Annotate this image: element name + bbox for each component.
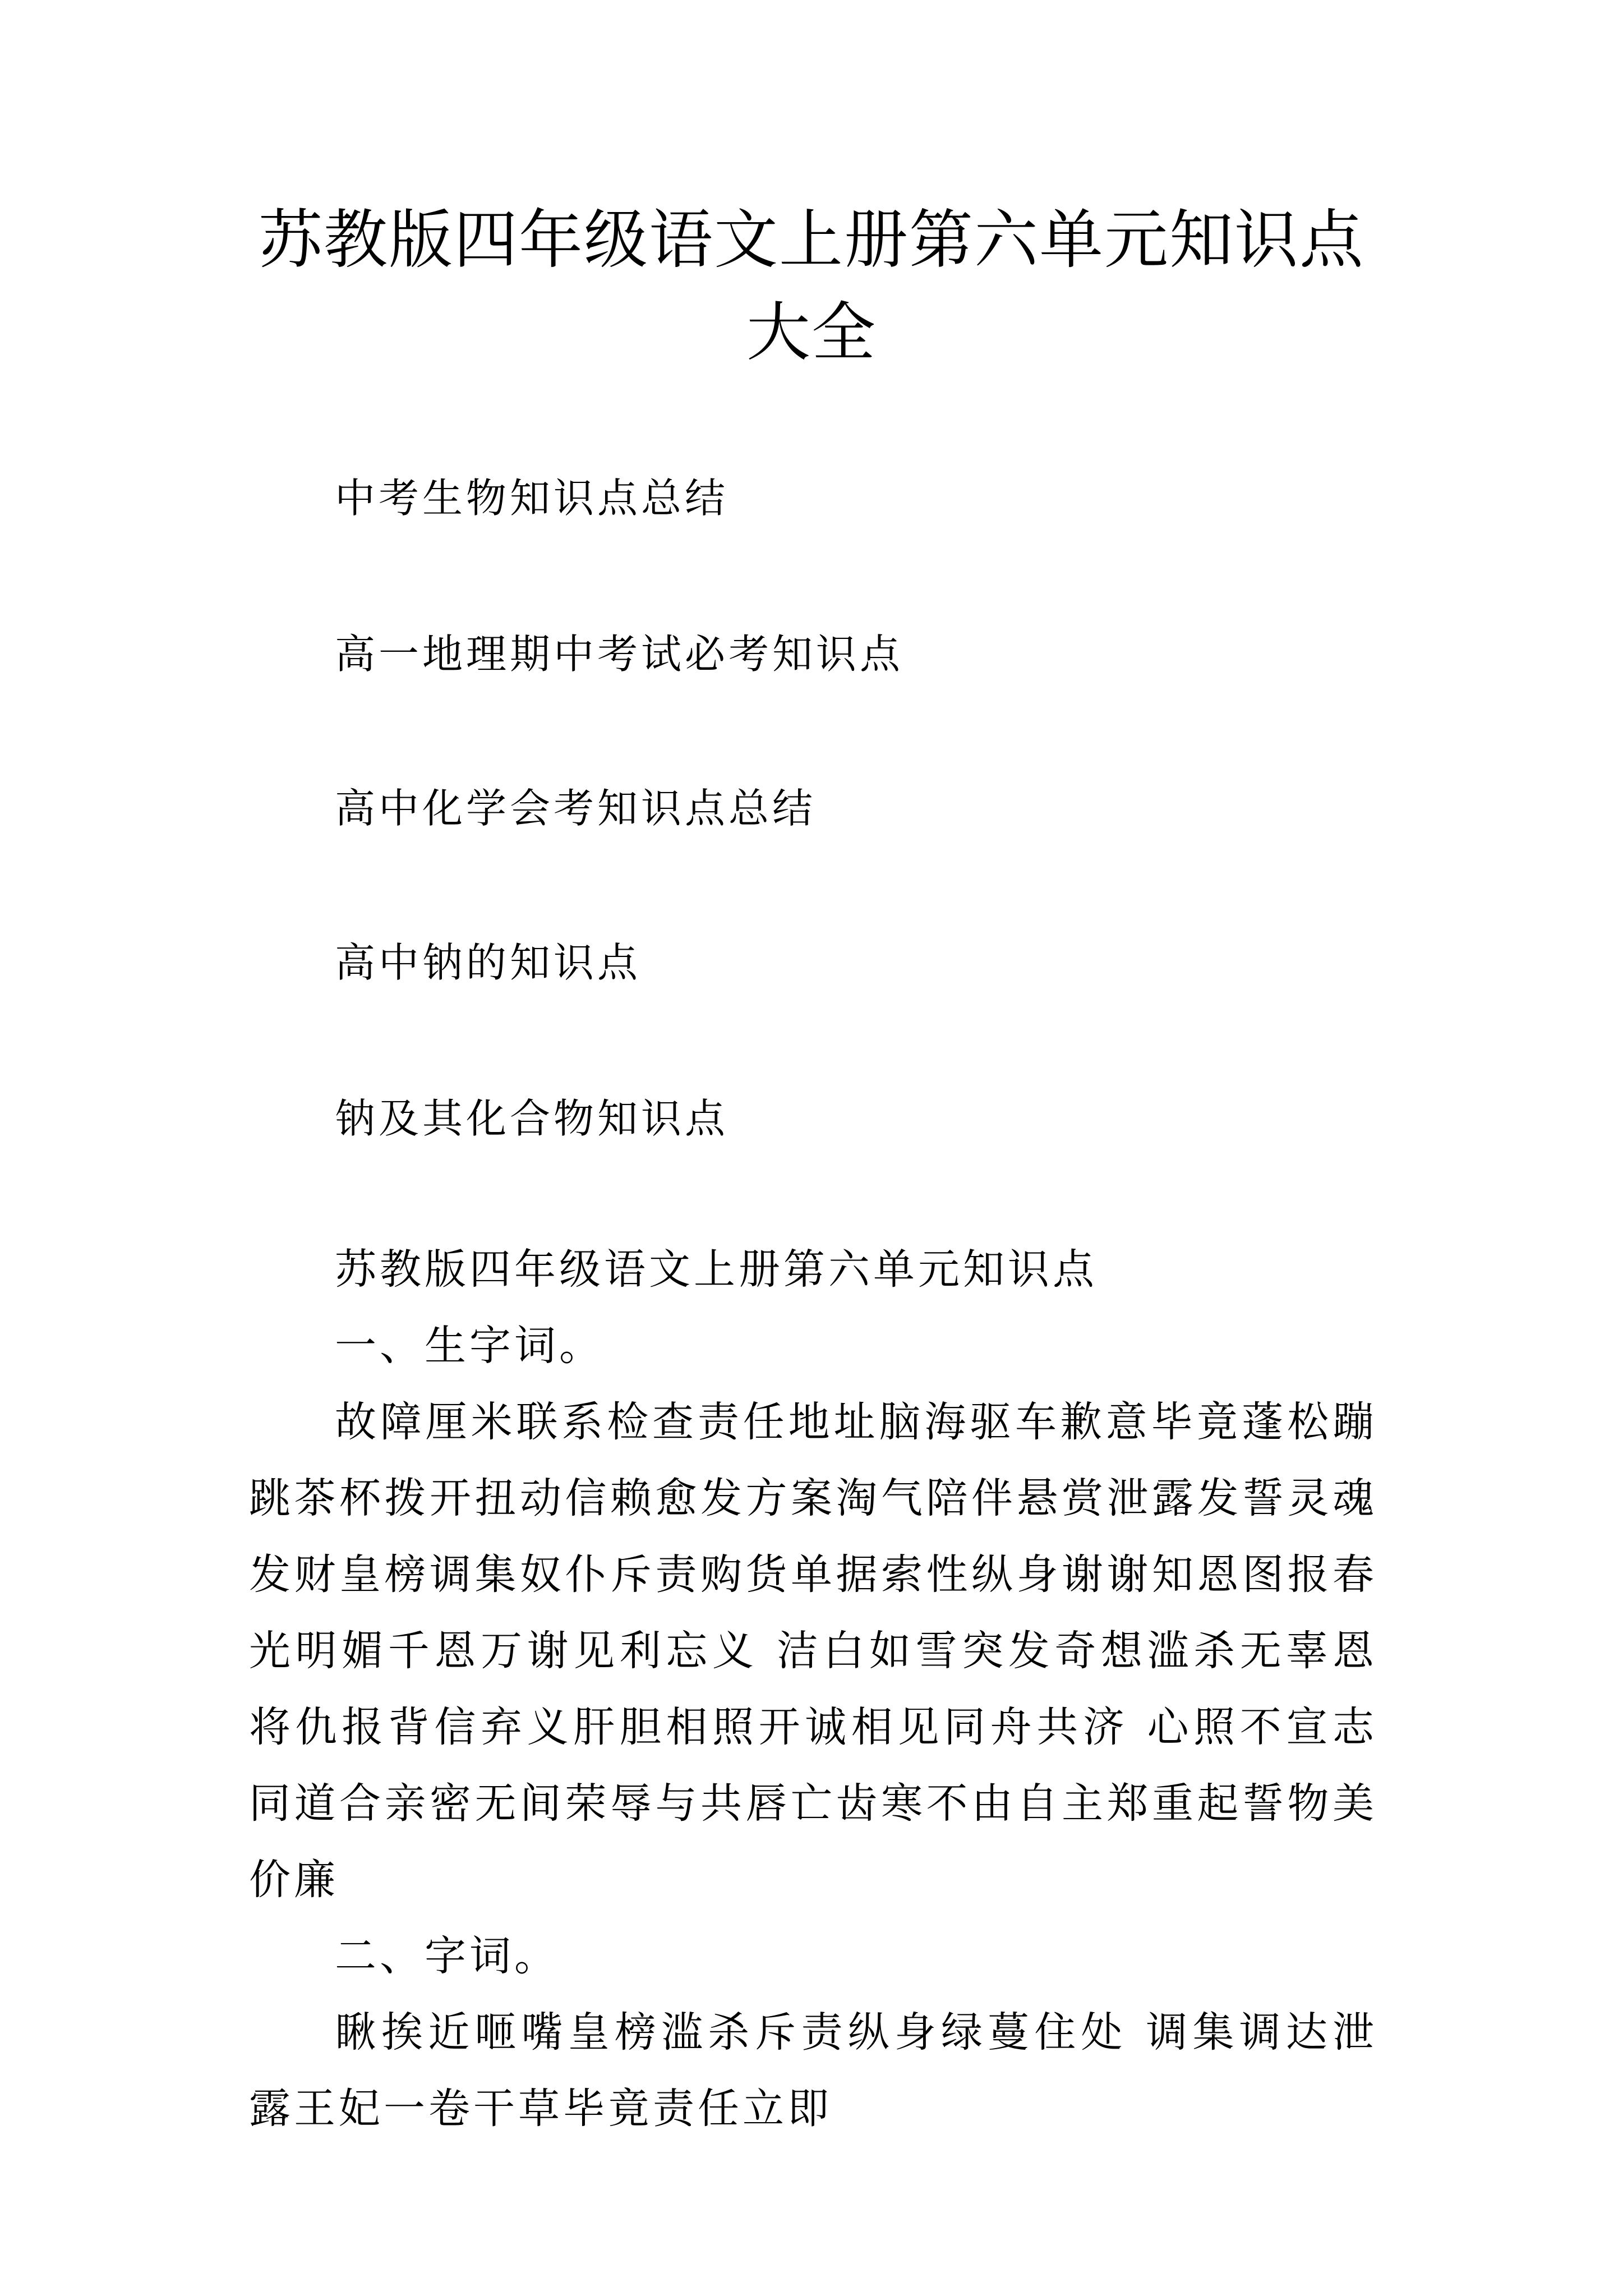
vocabulary-paragraph: 故障厘米联系检查责任地址脑海驱车歉意毕竟蓬松蹦跳茶杯拨开扭动信赖愈发方案淘气陪伴悬赏泄露发誓灵魂发财皇榜调集奴仆斥责购货单据索性纵身谢谢知恩图报春光明媚千恩万谢见利忘义 洁白如雪突发奇想滥杀无辜恩将仇报背信弃义肝胆相照开诚相见同舟共济 心照不宣志同道合亲密无间荣辱与共唇亡齿寒不由自主郑重起誓物美价廉 <box>249 1398 1377 1904</box>
article-heading: 苏教版四年级语文上册第六单元知识点 <box>335 1245 1098 1294</box>
related-link-sodium[interactable]: 高中钠的知识点 <box>335 939 642 986</box>
section-title-vocabulary: 一、生字词。 <box>335 1322 604 1370</box>
words-paragraph: 瞅挨近咂嘴皇榜滥杀斥责纵身绿蔓住处 调集调达泄露王妃一卷干草毕竟责任立即 <box>249 2008 1377 2133</box>
related-link-geography[interactable]: 高一地理期中考试必考知识点 <box>335 631 904 678</box>
page-title: 苏教版四年级语文上册第六单元知识点大全 <box>258 203 1364 370</box>
related-link-sodium-compounds[interactable]: 钠及其化合物知识点 <box>335 1095 729 1142</box>
article-body <box>249 1231 1377 2147</box>
related-link-biology[interactable]: 中考生物知识点总结 <box>335 475 729 522</box>
section-title-words: 二、字词。 <box>335 1932 559 1980</box>
related-link-chemistry[interactable]: 高中化学会考知识点总结 <box>335 785 817 832</box>
